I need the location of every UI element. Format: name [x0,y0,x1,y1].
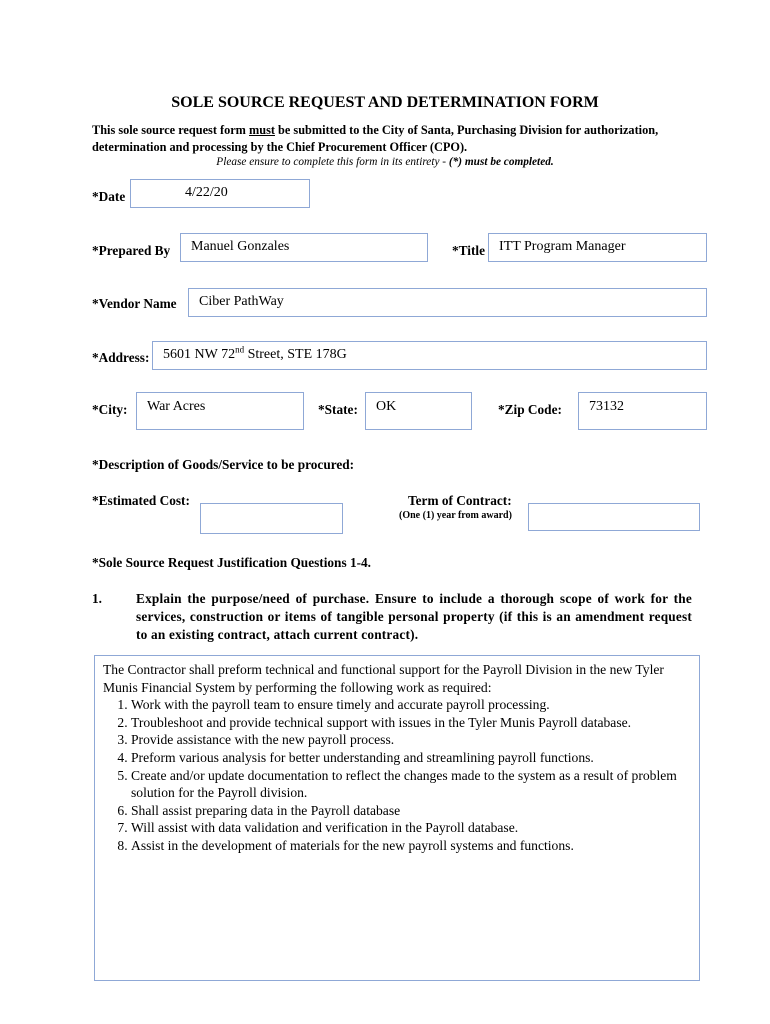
title-label: *Title [452,243,485,258]
answer-intro: The Contractor shall preform technical and functional support for the Payroll Division in the new Tyler Munis Financial System by performing the following work as required: [103,662,664,695]
title-field[interactable]: ITT Program Manager [488,233,707,262]
term-of-contract-field[interactable] [528,503,700,531]
address-label: *Address: [92,350,150,365]
city-field[interactable]: War Acres [136,392,304,430]
question-1-answer-field[interactable] [94,655,700,981]
address-field[interactable] [152,341,707,370]
question-1-number: 1. [92,591,102,606]
vendor-label: *Vendor Name [92,296,177,311]
form-intro [92,122,692,156]
justification-heading: *Sole Source Request Justification Questions 1-4. [92,555,371,570]
zip-label: *Zip Code: [498,402,562,417]
zip-field[interactable]: 73132 [578,392,707,430]
estimated-cost-label: *Estimated Cost: [92,493,190,508]
note-required: (*) must be completed. [448,156,554,168]
address-superscript: nd [235,344,245,355]
answer-list [103,696,691,854]
date-label: *Date [92,189,126,204]
term-of-contract-note: (One (1) year from award) [399,510,512,521]
note-text: Please ensure to complete this form in its entirety - [216,156,449,168]
answer-list-item: 4. Preform various analysis for better understanding and streamlining payroll functions. [131,749,691,767]
question-1 [92,590,692,644]
state-label: *State: [318,402,358,417]
answer-list-item: 3. Provide assistance with the new payroll process. [131,731,691,749]
prepared-by-label: *Prepared By [92,243,171,258]
prepared-by-field[interactable]: Manuel Gonzales [180,233,428,262]
form-note [0,156,770,168]
vendor-field[interactable]: Ciber PathWay [188,288,707,317]
description-label: *Description of Goods/Service to be procured: [92,457,355,472]
answer-list-item: 2. Troubleshoot and provide technical support with issues in the Tyler Munis Payroll database. [131,714,691,732]
answer-list-item: 7. Will assist with data validation and verification in the Payroll database. [131,819,691,837]
date-field[interactable]: 4/22/20 [130,179,310,208]
estimated-cost-field[interactable] [200,503,343,534]
city-label: *City: [92,402,128,417]
form-title: SOLE SOURCE REQUEST AND DETERMINATION FORM [171,94,599,111]
intro-text-start: This sole source request form [92,123,250,137]
intro-must: must [249,123,275,137]
question-1-text: Explain the purpose/need of purchase. Ensure to include a thorough scope of work for the services, construction or items of tangible personal property (if this is an amendment request to an existing contract, attach current contract). [136,591,692,642]
address-text: 5601 NW 72 [163,347,236,362]
answer-list-item: 1. Work with the payroll team to ensure timely and accurate payroll processing. [131,696,691,714]
term-of-contract-label: Term of Contract: [408,493,512,508]
answer-list-item: 8. Assist in the development of materials for the new payroll systems and functions. [131,837,691,855]
answer-list-item: 5. Create and/or update documentation to reflect the changes made to the system as a result of problem solution for the Payroll division. [131,767,691,802]
address-text-end: Street, STE 178G [244,347,347,362]
answer-list-item: 6. Shall assist preparing data in the Payroll database [131,802,691,820]
state-field[interactable]: OK [365,392,472,430]
intro-text-end: be submitted to the City of Santa, Purchasing Division for authorization, determination and processing by the Chief Procurement Officer (CPO). [92,123,659,154]
